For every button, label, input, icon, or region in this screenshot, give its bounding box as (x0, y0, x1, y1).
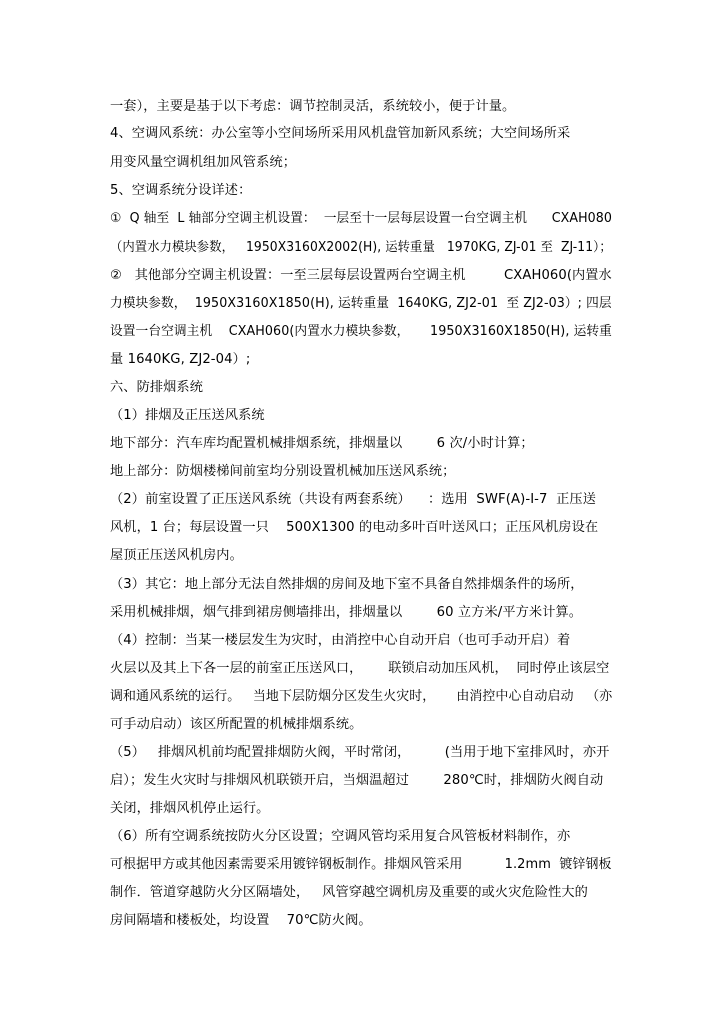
text-line-23: 可手动启动）该区所配置的机械排烟系统。 (110, 717, 363, 732)
text-line-2: 4、空调风系统：办公室等小空间场所采用风机盘管加新风系统；大空间场所采 (110, 126, 571, 141)
text-line-3: 用变风量空调机组加风管系统； (110, 155, 297, 170)
text-line-1: 一套），主要是基于以下考虑：调节控制灵活，系统较小，便于计量。 (110, 99, 516, 114)
text-line-28: 可根据甲方或其他因素需要采用镀锌钢板制作。排烟风管采用 1.2mm 镀锌钢板 (110, 857, 612, 872)
section-heading-smoke-control: 六、防排烟系统 (110, 380, 204, 395)
text-line-8: 力模块参数， 1950X3160X1850(H), 运转重量 1640KG, ZJ2-01 至 ZJ2-03）; 四层 (110, 296, 612, 311)
text-line-9: 设置一台空调主机 CXAH060(内置水力模块参数， 1950X3160X1850(H), 运转重 (110, 324, 612, 339)
text-line-24: （5） 排烟风机前均配置排烟防火阀，平时常闭， (当用于地下室排风时，亦开 (110, 745, 610, 760)
text-line-6: （内置水力模块参数， 1950X3160X2002(H), 运转重量 1970KG, ZJ-01 至 ZJ-11）； (110, 240, 612, 255)
text-line-5: ① Q 轴至 L 轴部分空调主机设置： 一层至十一层每层设置一台空调主机 CXAH080 (110, 211, 613, 226)
text-line-13: 地下部分：汽车库均配置机械排烟系统，排烟量以 6 次/小时计算； (110, 436, 534, 451)
text-line-4: 5、空调系统分设详述： (110, 183, 252, 198)
text-line-27: （6）所有空调系统按防火分区设置；空调风管均采用复合风管板材料制作，亦 (110, 829, 571, 844)
text-line-15: （2）前室设置了正压送风系统（共设有两套系统） ：选用 SWF(A)-Ⅰ-7 正压送 (110, 492, 596, 507)
text-line-22: 调和通风系统的运行。 当地下层防烟分区发生火灾时， 由消控中心自动启动 （亦 (110, 689, 613, 704)
text-line-18: （3）其它：地上部分无法自然排烟的房间及地下室不具备自然排烟条件的场所， (110, 577, 584, 592)
text-line-12: （1）排烟及正压送风系统 (110, 408, 265, 423)
text-line-21: 火层以及其上下各一层的前室正压送风口， 联锁启动加压风机， 同时停止该层空 (110, 661, 610, 676)
text-line-17: 屋顶正压送风机房内。 (110, 548, 243, 563)
text-line-26: 关闭，排烟风机停止运行。 (110, 801, 270, 816)
text-line-10: 量 1640KG, ZJ2-04）; (110, 352, 251, 367)
text-line-14: 地上部分：防烟楼梯间前室均分别设置机械加压送风系统； (110, 464, 456, 479)
text-line-30: 房间隔墙和楼板处，均设置 70℃防火阀。 (110, 913, 372, 928)
text-line-16: 风机，1 台；每层设置一只 500X1300 的电动多叶百叶送风口；正压风机房设在 (110, 520, 599, 535)
text-line-25: 启）；发生火灾时与排烟风机联锁开启，当烟温超过 280℃时，排烟防火阀自动 (110, 773, 604, 788)
text-line-20: （4）控制：当某一楼层发生为灾时，由消控中心自动开启（也可手动开启）着 (110, 633, 571, 648)
text-line-7: ② 其他部分空调主机设置：一至三层每层设置两台空调主机 CXAH060(内置水 (110, 268, 612, 283)
text-line-19: 采用机械排烟，烟气排到裙房侧墙排出，排烟量以 60 立方米/平方米计算。 (110, 605, 583, 620)
text-line-29: 制作．管道穿越防火分区隔墙处， 风管穿越空调机房及重要的或火灾危险性大的 (110, 885, 588, 900)
